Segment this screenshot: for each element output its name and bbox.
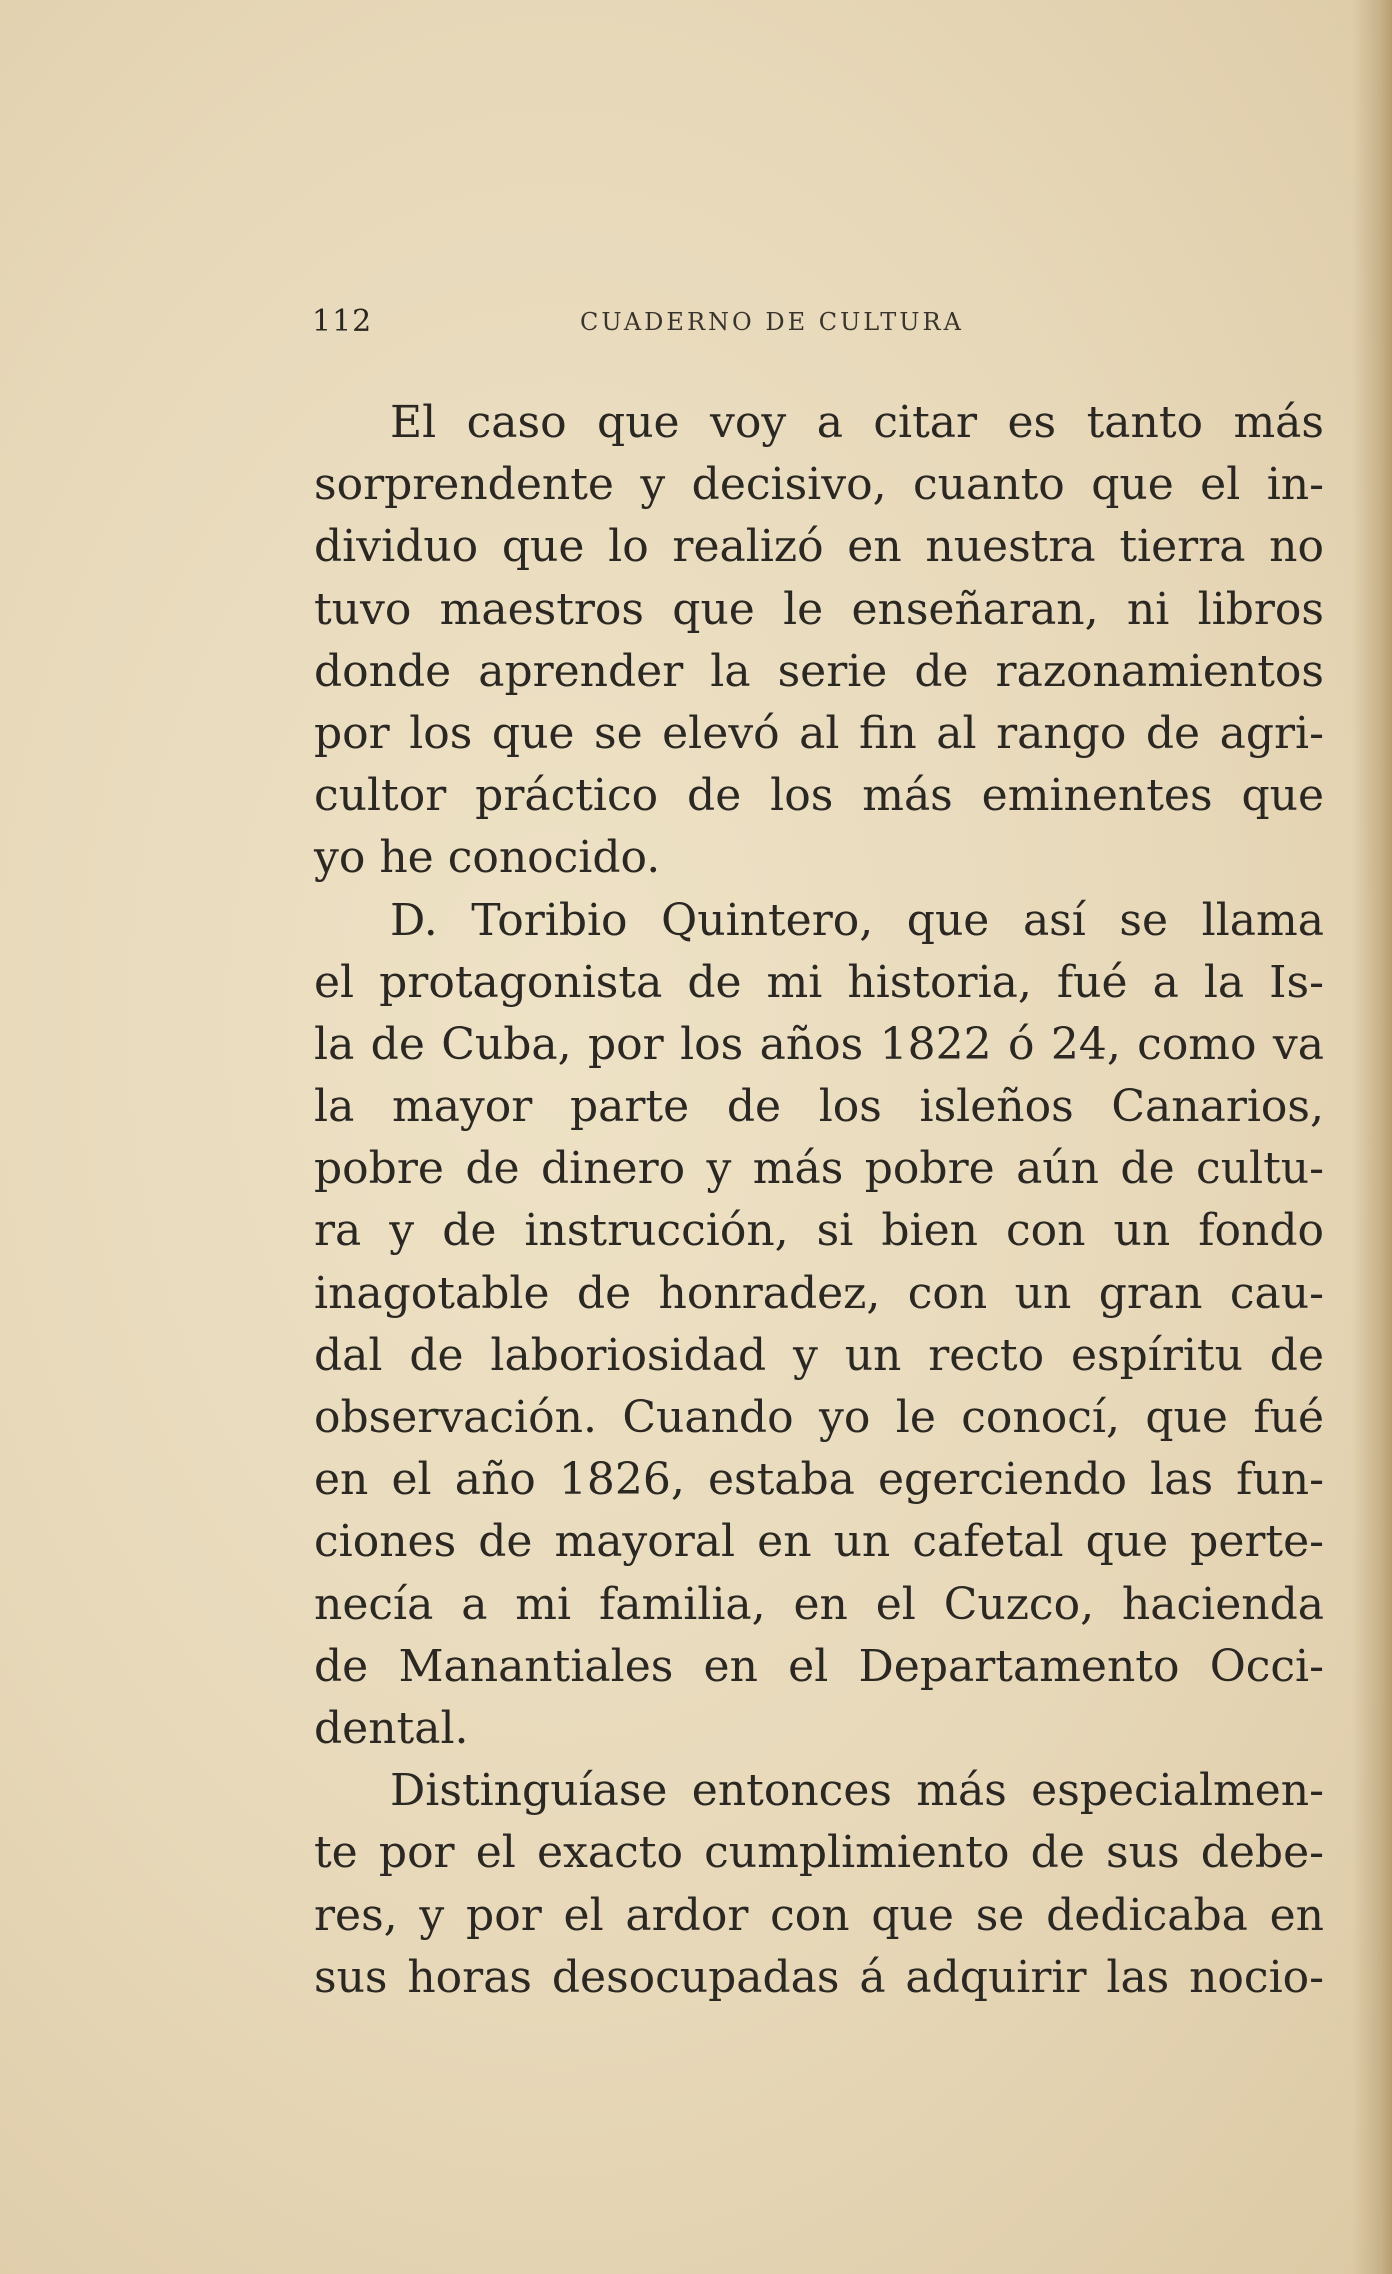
text-line: dental. <box>314 1702 469 1754</box>
text-line: en el año 1826, estaba egerciendo las fun- <box>314 1454 1324 1506</box>
text-line: observación. Cuando yo le conocí, que fué <box>314 1392 1324 1443</box>
page-number: 112 <box>312 304 373 339</box>
page-header <box>312 300 1332 350</box>
text-line: la de Cuba, por los años 1822 ó 24, como va <box>314 1018 1324 1070</box>
text-line: tuvo maestros que le enseñaran, ni libros <box>314 583 1324 635</box>
text-line: el protagonista de mi historia, fué a la Is- <box>314 956 1324 1008</box>
text-line: El caso que voy a citar es tanto más <box>390 397 1324 448</box>
text-line: yo he conocido. <box>314 832 661 884</box>
text-line: Distinguíase entonces más especialmen- <box>390 1765 1324 1817</box>
text-line: cultor práctico de los más eminentes que <box>314 770 1324 822</box>
text-line: ciones de mayoral en un cafetal que perte- <box>314 1516 1324 1568</box>
paragraph-3 <box>314 1760 1324 2009</box>
text-line: necía a mi familia, en el Cuzco, hacienda <box>314 1578 1324 1630</box>
text-line: res, y por el ardor con que se dedicaba en <box>314 1889 1324 1941</box>
text-line: te por el exacto cumplimiento de sus debe- <box>314 1827 1324 1879</box>
text-line: D. Toribio Quintero, que así se llama <box>390 894 1324 946</box>
text-line: la mayor parte de los isleños Canarios, <box>314 1081 1324 1133</box>
text-line: sus horas desocupadas á adquirir las nocio- <box>314 1951 1324 2003</box>
running-title: CUADERNO DE CULTURA <box>580 308 964 336</box>
text-line: dal de laboriosidad y un recto espíritu de <box>314 1329 1324 1381</box>
text-line: inagotable de honradez, con un gran cau- <box>314 1267 1324 1319</box>
text-line: dividuo que lo realizó en nuestra tierra no <box>314 521 1324 573</box>
paragraph-2 <box>314 890 1324 1761</box>
text-line: donde aprender la serie de razonamientos <box>314 645 1324 697</box>
text-line: de Manantiales en el Departamento Occi- <box>314 1640 1324 1692</box>
page-edge-shadow <box>1352 0 1392 2274</box>
text-line: por los que se elevó al fin al rango de agri- <box>314 707 1324 759</box>
text-line: pobre de dinero y más pobre aún de cultu- <box>314 1143 1324 1195</box>
text-line: ra y de instrucción, si bien con un fondo <box>314 1205 1324 1257</box>
text-line: sorprendente y decisivo, cuanto que el in- <box>314 459 1324 511</box>
body-text <box>314 392 1324 2009</box>
paragraph-1 <box>314 392 1324 890</box>
